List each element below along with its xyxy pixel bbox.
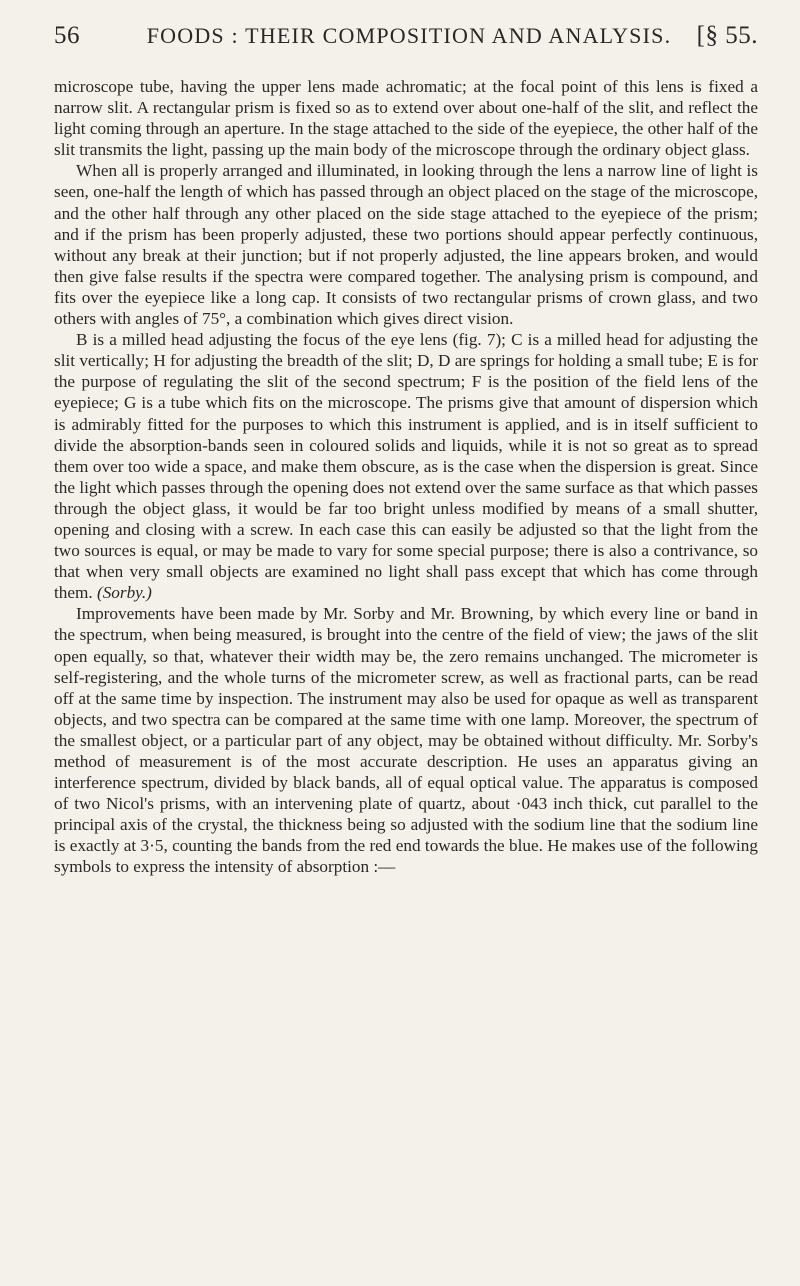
body-text [54, 76, 758, 878]
paragraph-3-text: B is a milled head adjusting the focus of the eye lens (fig. 7); C is a milled head for adjusting the slit vertically; H for adjusting the breadth of the slit; D, D are springs for holding a small tube; E is for the purpose of regulating the slit of the second spectrum; F is the position of the field lens of the eyepiece; G is a tube which fits on the microscope. The prisms give that amount of dispersion which is admirably fitted for the purposes to which this instrument is applied, and is in itself sufficient to divide the absorption-bands seen in coloured solids and liquids, while it is not so great as to spread them over too wide a space, and make them obscure, as is the case when the dispersion is great. Since the light which passes through the opening does not extend over the same surface as that which passes through the object glass, it would be far too bright unless modified by means of a small shutter, opening and closing with a screw. In each case this can easily be adjusted so that the light from the two sources is equal, or may be made to vary for some special purpose; there is also a contrivance, so that when very small objects are examined no light shall pass except that which has come through them. [54, 330, 758, 603]
section-reference: [§ 55. [696, 22, 758, 49]
running-head [54, 22, 758, 62]
running-title: FOODS : THEIR COMPOSITION AND ANALYSIS. [146, 23, 672, 48]
paragraph-4: Improvements have been made by Mr. Sorby and Mr. Browning, by which every line or band in the spectrum, when being measured, is brought into the centre of the field of view; the jaws of the slit open equally, so that, whatever their width may be, the zero remains unchanged. The micrometer is self-registering, and the whole turns of the micrometer screw, as well as fractional parts, can be read off at the same time by inspection. The instrument may also be used for opaque as well as transparent objects, and two spectra can be compared at the same time with one lamp. Moreover, the spectrum of the smallest object, or a particular part of any object, may be obtained without difficulty. Mr. Sorby's method of measurement is of the most accurate description. He uses an apparatus giving an interference spectrum, divided by black bands, all of equal optical value. The apparatus is composed of two Nicol's prisms, with an intervening plate of quartz, about ·043 inch thick, cut parallel to the principal axis of the crystal, the thickness being so adjusted with the sodium line that the sodium line is exactly at 3·5, counting the bands from the red end towards the blue. He makes use of the following symbols to express the intensity of absorption :— [54, 604, 758, 877]
paragraph-3 [54, 329, 758, 603]
page-number: 56 [54, 22, 80, 49]
paragraph-2: When all is properly arranged and illuminated, in looking through the lens a narrow line of light is seen, one-half the length of which has passed through an object placed on the stage of the microscope, and the other half through any other placed on the side stage attached to the eyepiece of the prism; and if the prism has been properly adjusted, these two portions should appear perfectly continuous, without any break at their junction; but if not properly adjusted, the line appears broken, and would then give false results if the spectra were compared together. The analysing prism is compound, and fits over the eyepiece like a long cap. It consists of two rectangular prisms of crown glass, and two others with angles of 75°, a combination which gives direct vision. [54, 161, 758, 329]
citation-sorby: (Sorby.) [96, 583, 152, 603]
book-page [54, 22, 758, 878]
paragraph-1: microscope tube, having the upper lens made achromatic; at the focal point of this lens is fixed a narrow slit. A rectangular prism is fixed so as to extend over about one-half of the slit, and reflect the light coming through an aperture. In the stage attached to the side of the eyepiece, the other half of the slit transmits the light, passing up the main body of the microscope through the ordinary object glass. [54, 77, 758, 160]
